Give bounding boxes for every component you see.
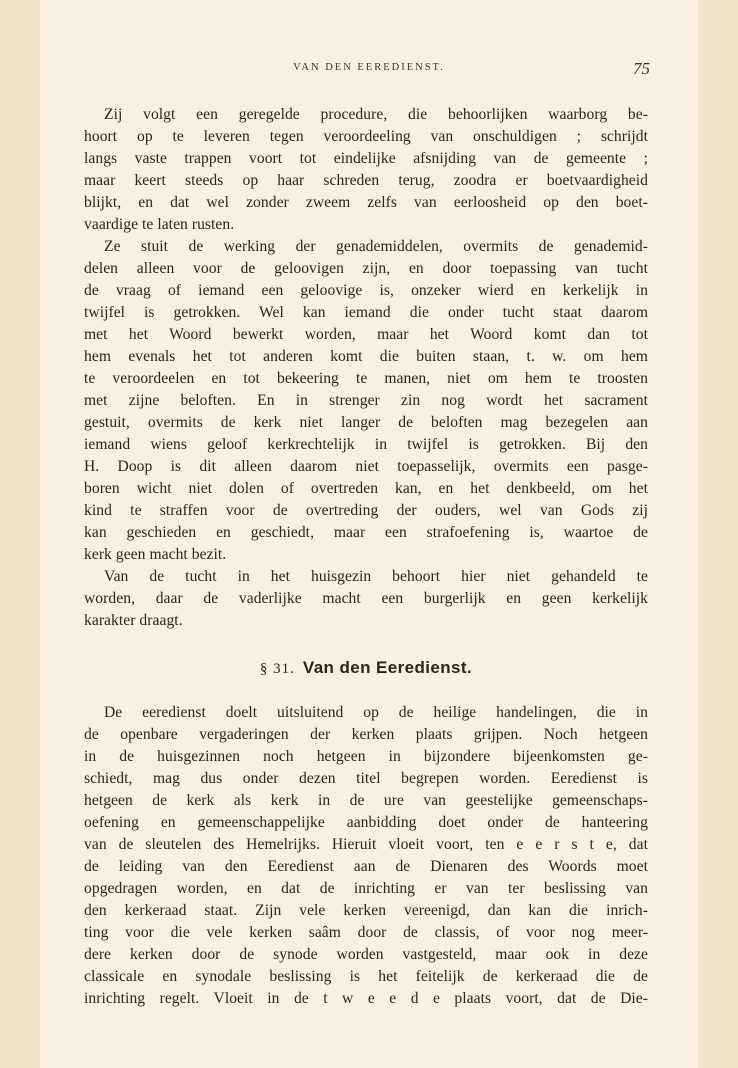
text-line: in de huisgezinnen noch hetgeen in bijzondere bijeenkomsten ge- — [84, 748, 648, 765]
text-line: kan geschieden en geschiedt, maar een strafoefening is, waartoe de — [84, 524, 648, 541]
text-line: de openbare vergaderingen der kerken plaats grijpen. Noch hetgeen — [84, 726, 648, 743]
text-line: boren wicht niet dolen of overtreden kan, en het denkbeeld, om het — [84, 480, 648, 497]
text-line: Van de tucht in het huisgezin behoort hier niet gehandeld te — [104, 568, 648, 585]
section-number: § 31. — [259, 661, 295, 677]
paragraph-4 — [84, 702, 648, 1010]
text-line: van de sleutelen des Hemelrijks. Hieruit vloeit voort, ten e e r s t e, dat — [84, 836, 648, 853]
text-line: classicale en synodale beslissing is het feitelijk de kerkeraad die de — [84, 968, 648, 985]
text-line: hoort op te leveren tegen veroordeeling van onschuldigen ; schrijdt — [84, 128, 648, 145]
paragraph-1 — [84, 104, 648, 236]
text-line: den kerkeraad staat. Zijn vele kerken vereenigd, dan kan die inrich- — [84, 902, 648, 919]
text-line: ting voor die vele kerken saâm door de classis, of voor nog meer- — [84, 924, 648, 941]
book-page — [40, 0, 698, 1068]
page-header — [40, 59, 698, 82]
text-line: H. Doop is dit alleen daarom niet toepasselijk, overmits een pasge- — [84, 458, 648, 475]
text-line: de vraag of iemand een geloovige is, onzeker wierd en kerkelijk in — [84, 282, 648, 299]
text-line: karakter draagt. — [84, 612, 183, 629]
text-line: delen alleen voor de geloovigen zijn, en door toepassing van tucht — [84, 260, 648, 277]
text-line: vaardige te laten rusten. — [84, 216, 235, 233]
text-line: blijkt, en dat wel zonder zweem zelfs van eerloosheid op den boet- — [84, 194, 648, 211]
text-line: worden, daar de vaderlijke macht een burgerlijk en geen kerkelijk — [84, 590, 648, 607]
text-line: Zij volgt een geregelde procedure, die behoorlijken waarborg be- — [104, 106, 648, 123]
text-line: kind te straffen voor de overtreding der ouders, wel van Gods zij — [84, 502, 648, 519]
text-line: inrichting regelt. Vloeit in de t w e e d e plaats voort, dat de Die- — [84, 990, 648, 1007]
page-number: 75 — [633, 59, 650, 78]
section-title: Van den Eeredienst. — [302, 658, 473, 677]
text-line: hetgeen de kerk als kerk in de ure van geestelijke gemeenschaps- — [84, 792, 648, 809]
text-line: oefening en gemeenschappelijke aanbidding doet onder de hanteering — [84, 814, 648, 831]
text-line: met het Woord bewerkt worden, maar het Woord komt dan tot — [84, 326, 648, 343]
section-heading — [84, 656, 648, 678]
paragraph-3 — [84, 566, 648, 632]
text-line: De eeredienst doelt uitsluitend op de heilige handelingen, die in — [104, 704, 648, 721]
text-line: gestuit, overmits de kerk niet langer de beloften mag bezegelen aan — [84, 414, 648, 431]
text-line: iemand wiens geloof kerkrechtelijk in twijfel is getrokken. Bij den — [84, 436, 648, 453]
text-line: twijfel is getrokken. Wel kan iemand die onder tucht staat daarom — [84, 304, 648, 321]
page-body — [84, 104, 648, 1010]
running-head: VAN DEN EEREDIENST. — [293, 62, 445, 73]
text-line: dere kerken door de synode worden vastgesteld, maar ook in deze — [84, 946, 648, 963]
text-line: langs vaste trappen voort tot eindelijke afsnijding van de gemeente ; — [84, 150, 648, 167]
text-line: Ze stuit de werking der genademiddelen, overmits de genademid- — [104, 238, 648, 255]
text-line: met zijne beloften. En in strenger zin nog wordt het sacrament — [84, 392, 648, 409]
text-line: maar keert steeds op haar schreden terug, zoodra er boetvaardigheid — [84, 172, 648, 189]
text-line: kerk geen macht bezit. — [84, 546, 227, 563]
text-line: schiedt, mag dus onder dezen titel begrepen worden. Eeredienst is — [84, 770, 648, 787]
text-line: de leiding van den Eeredienst aan de Dienaren des Woords moet — [84, 858, 648, 875]
paragraph-2 — [84, 236, 648, 566]
text-line: hem evenals het tot anderen komt die buiten staan, t. w. om hem — [84, 348, 648, 365]
text-line: te veroordeelen en tot bekeering te manen, niet om hem te troosten — [84, 370, 648, 387]
text-line: opgedragen worden, en dat de inrichting er van ter beslissing van — [84, 880, 648, 897]
